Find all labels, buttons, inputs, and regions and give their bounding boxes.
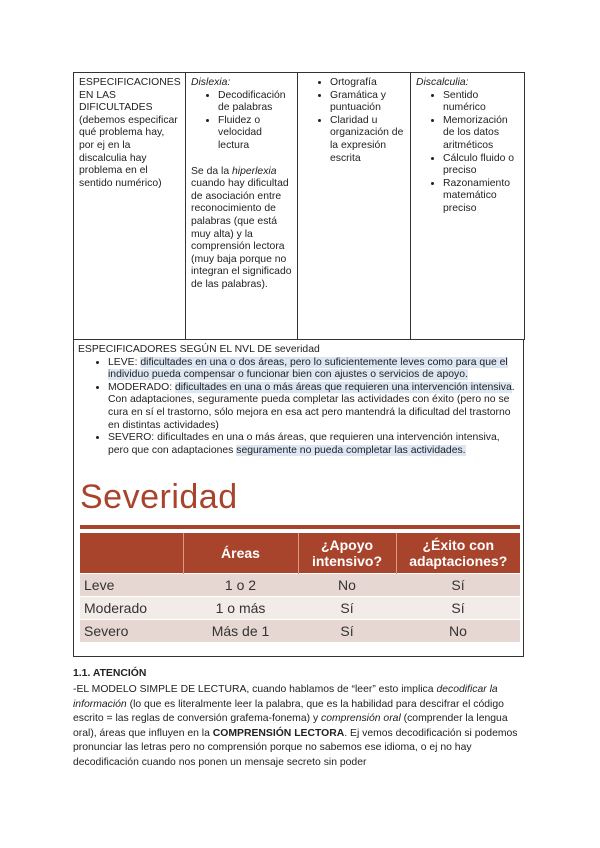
list-item: • Ortografía [330, 77, 405, 90]
table-row [80, 620, 520, 643]
severity-header-row [80, 533, 520, 574]
list-item: • Decodificación de palabras [218, 90, 292, 115]
emphasis-text: decodificar la información [73, 684, 498, 710]
table-cell: No [298, 574, 396, 597]
note-text: Se da la [191, 165, 233, 177]
section-title: 1.1. ATENCIÓN [73, 668, 147, 679]
severity-heading: ESPECIFICADORES SEGÚN EL NVL DE severidad [78, 344, 320, 355]
body-text: . Con adaptaciones, seguramente pueda completar las actividades con éxito (pero no se cura en sí el trastorno, sólo mejora en esa act pero mantendrá la dificultad del trastorno en distintas actividades) [108, 381, 515, 431]
table-cell: 1 o más [183, 597, 298, 620]
note-text: cuando hay dificultad de asociación entre reconocimiento de palabras (que está muy alta) y la comprensión lectora (muy baja porque no integran el significado de las palabras). [191, 178, 292, 290]
paragraph-text: (comprender la lengua oral), áreas que influyen en la [73, 713, 508, 739]
severity-table [80, 533, 520, 642]
list-item: • Memorización de los datos aritméticos [443, 115, 519, 153]
bold-text: COMPRENSIÓN LECTORA [212, 727, 345, 739]
table-cell: Sí [298, 620, 396, 643]
header-cell: Áreas [183, 533, 298, 574]
label-text: SEVERO: dificultades en una o más áreas, que requieren una intervención intensiva, pero que con adaptaciones [108, 432, 500, 456]
highlighted-text: dificultades en una o más áreas que requieren una intervención intensiva [174, 381, 512, 393]
discalculia-list [416, 90, 519, 216]
table-cell: No [396, 620, 520, 643]
discalculia-title: Discalculia: [416, 77, 469, 88]
severity-list [78, 357, 518, 458]
list-item: • Cálculo fluido o preciso [443, 153, 519, 178]
dislexia-title: Dislexia: [191, 77, 231, 88]
escritura-list [303, 77, 405, 165]
header-cell: ¿Apoyo intensivo? [298, 533, 396, 574]
specifications-table [73, 72, 525, 340]
paragraph-text: -EL MODELO SIMPLE DE LECTURA, cuando hablamos de “leer” esto implica [73, 684, 437, 695]
dislexia-list [191, 90, 292, 153]
spec-col-escritura [298, 73, 411, 340]
label-text: LEVE: [108, 356, 141, 368]
header-cell: ¿Éxito con adaptaciones? [396, 533, 520, 574]
spec-col-dificultades [74, 73, 186, 340]
severity-moderado [108, 382, 518, 432]
list-item: • Claridad u organización de la expresión escrita [330, 115, 405, 165]
table-cell: Sí [396, 597, 520, 620]
label-text: MODERADO: [108, 381, 175, 393]
list-item: • Sentido numérico [443, 90, 519, 115]
severity-severo [108, 432, 518, 457]
table-cell: Moderado [80, 597, 183, 620]
highlighted-text: dificultades en una o dos áreas, pero lo suficientemente leves como para que el individuo pueda compensar o funcionar bien con ajustes o servicios de apoyo. [108, 356, 508, 381]
spec-col-discalculia [411, 73, 525, 340]
table-cell: Más de 1 [183, 620, 298, 643]
severity-leve [108, 357, 518, 382]
hiperlexia-term: hiperlexia [232, 165, 277, 177]
severity-figure-title: Severidad [80, 478, 238, 516]
table-cell: Severo [80, 620, 183, 643]
paragraph-text: (lo que es literalmente leer la palabra, que es la habilidad para descifrar el código escrito = las reglas de conversión grafema-fonema) y [73, 698, 504, 724]
severity-specifiers [78, 344, 518, 457]
table-cell: Sí [298, 597, 396, 620]
table-cell: 1 o 2 [183, 574, 298, 597]
paragraph-text: . Ej vemos decodificación si podemos pronunciar las letras pero no comprensión porque no sabemos ese idioma, o ej no hay decodificación cuando nos ponen un mensaje secreto sin poder [73, 727, 518, 768]
table-row [80, 574, 520, 597]
header-cell [80, 533, 183, 574]
highlighted-text: seguramente no pueda completar las actividades. [236, 444, 466, 456]
section-paragraph [73, 683, 525, 770]
emphasis-text: comprensión oral [321, 713, 401, 724]
spec-col1-text: ESPECIFICACIONES EN LAS DIFICULTADES (debemos especificar qué problema hay, por ej en la discalculia hay problema en el sentido numérico) [79, 77, 181, 189]
list-item: • Gramática y puntuación [330, 90, 405, 115]
spec-col-dislexia [186, 73, 298, 340]
table-cell: Leve [80, 574, 183, 597]
list-item: • Razonamiento matemático preciso [443, 178, 519, 216]
table-row [80, 597, 520, 620]
list-item: • Fluidez o velocidad lectura [218, 115, 292, 153]
severity-title-underline [80, 525, 520, 529]
table-cell: Sí [396, 574, 520, 597]
hiperlexia-note [191, 166, 292, 292]
